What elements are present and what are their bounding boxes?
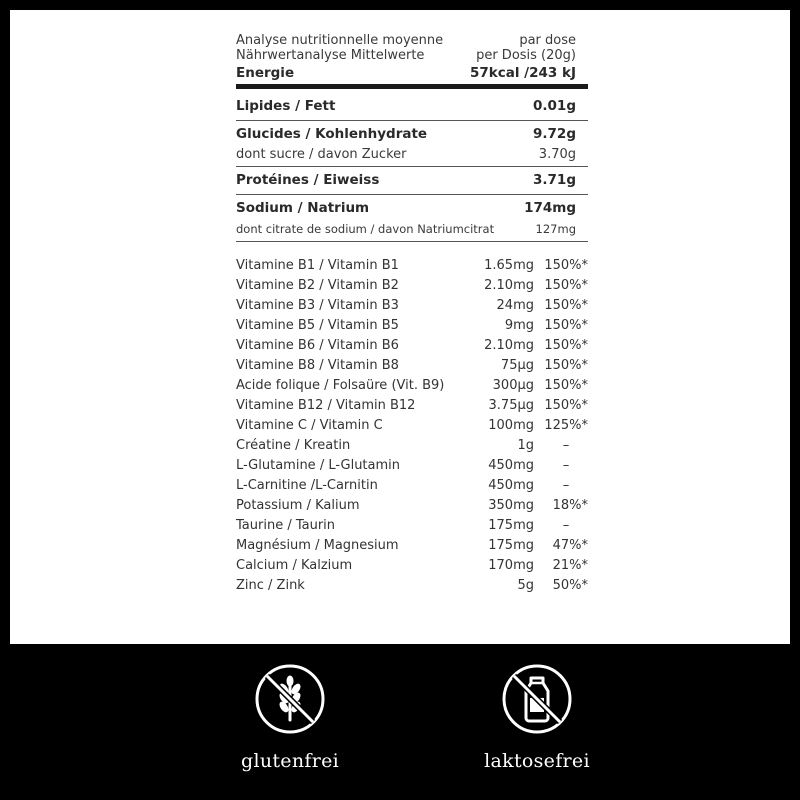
vitamin-amount: 1g bbox=[517, 438, 534, 453]
no-milk-icon bbox=[500, 662, 574, 736]
vitamin-percent: 18%* bbox=[552, 498, 588, 513]
vitamin-amount: 3.75µg bbox=[488, 398, 534, 413]
vitamin-name: Calcium / Kalzium bbox=[236, 558, 353, 573]
glucides-label: Glucides / Kohlenhydrate bbox=[236, 126, 428, 142]
lipides-row bbox=[236, 95, 588, 117]
vitamin-row bbox=[236, 296, 588, 316]
vitamin-amount: 350mg bbox=[488, 498, 534, 513]
energy-row bbox=[236, 64, 588, 82]
vitamin-row bbox=[236, 436, 588, 456]
vitamin-percent: – bbox=[562, 438, 570, 453]
vitamin-percent: 150%* bbox=[544, 278, 588, 293]
vitamin-amount: 175mg bbox=[488, 538, 534, 553]
sucre-value: 3.70g bbox=[538, 146, 576, 162]
glucides-group bbox=[236, 121, 588, 166]
vitamin-name: Vitamine B6 / Vitamin B6 bbox=[236, 338, 399, 353]
vitamin-row bbox=[236, 476, 588, 496]
sucre-row bbox=[236, 145, 588, 163]
vitamin-amount: 450mg bbox=[488, 478, 534, 493]
vitamin-name: Vitamine B8 / Vitamin B8 bbox=[236, 358, 399, 373]
vitamin-name: Taurine / Taurin bbox=[236, 518, 336, 533]
natriumcitrat-row bbox=[236, 219, 588, 238]
vitamin-amount: 170mg bbox=[488, 558, 534, 573]
sodium-label: Sodium / Natrium bbox=[236, 200, 370, 216]
table-header bbox=[236, 33, 588, 63]
vitamin-amount: 1.65mg bbox=[484, 258, 534, 273]
vitamin-amount: 300µg bbox=[492, 378, 534, 393]
vitamin-row bbox=[236, 316, 588, 336]
proteines-label: Protéines / Eiweiss bbox=[236, 172, 380, 188]
vitamin-row bbox=[236, 556, 588, 576]
header-per-dosis: per Dosis (20g) bbox=[476, 48, 576, 63]
glucides-value: 9.72g bbox=[533, 126, 576, 142]
vitamin-amount: 5g bbox=[517, 578, 534, 593]
vitamin-amount: 24mg bbox=[496, 298, 534, 313]
divider bbox=[236, 241, 588, 242]
vitamin-row bbox=[236, 536, 588, 556]
vitamin-row bbox=[236, 396, 588, 416]
vitamin-row bbox=[236, 516, 588, 536]
sodium-group bbox=[236, 195, 588, 241]
proteines-value: 3.71g bbox=[533, 172, 576, 188]
vitamin-percent: 150%* bbox=[544, 338, 588, 353]
nutrition-label bbox=[236, 33, 588, 596]
vitamin-percent: – bbox=[562, 478, 570, 493]
vitamin-amount: 75µg bbox=[500, 358, 534, 373]
vitamin-name: L-Carnitine /L-Carnitin bbox=[236, 478, 378, 493]
gluten-free-caption: glutenfrei bbox=[240, 750, 340, 772]
proteines-row bbox=[236, 169, 588, 191]
sucre-label: dont sucre / davon Zucker bbox=[236, 146, 407, 162]
no-wheat-icon bbox=[253, 662, 327, 736]
vitamin-amount: 2.10mg bbox=[484, 278, 534, 293]
vitamin-amount: 450mg bbox=[488, 458, 534, 473]
header-right bbox=[476, 33, 588, 63]
vitamin-row bbox=[236, 416, 588, 436]
vitamin-row bbox=[236, 336, 588, 356]
header-title-de: Nährwertanalyse Mittelwerte bbox=[236, 48, 425, 63]
gluten-free-badge bbox=[220, 662, 360, 772]
vitamin-row bbox=[236, 356, 588, 376]
vitamin-percent: 150%* bbox=[544, 358, 588, 373]
vitamin-percent: – bbox=[562, 518, 570, 533]
vitamin-name: Créatine / Kreatin bbox=[236, 438, 351, 453]
vitamin-percent: 125%* bbox=[544, 418, 588, 433]
energy-value: 57kcal /243 kJ bbox=[469, 65, 576, 81]
vitamin-row bbox=[236, 456, 588, 476]
vitamin-percent: 150%* bbox=[544, 298, 588, 313]
vitamin-percent: 50%* bbox=[552, 578, 588, 593]
lactose-free-caption: laktosefrei bbox=[484, 750, 590, 772]
vitamin-percent: 150%* bbox=[544, 398, 588, 413]
natriumcitrat-label: dont citrate de sodium / davon Natriumcitrat bbox=[236, 221, 495, 236]
sodium-row bbox=[236, 197, 588, 219]
lipides-group bbox=[236, 93, 588, 120]
lactose-free-badge bbox=[467, 662, 607, 772]
header-left bbox=[236, 33, 443, 63]
vitamin-percent: 150%* bbox=[544, 318, 588, 333]
vitamin-row bbox=[236, 256, 588, 276]
vitamin-percent: 47%* bbox=[552, 538, 588, 553]
vitamin-percent: 150%* bbox=[544, 378, 588, 393]
vitamin-row bbox=[236, 376, 588, 396]
vitamin-row bbox=[236, 576, 588, 596]
vitamin-table bbox=[236, 256, 588, 596]
vitamin-name: Vitamine B3 / Vitamin B3 bbox=[236, 298, 399, 313]
vitamin-row bbox=[236, 496, 588, 516]
vitamin-amount: 2.10mg bbox=[484, 338, 534, 353]
header-per-dose: par dose bbox=[519, 33, 576, 48]
lipides-value: 0.01g bbox=[533, 98, 576, 114]
lipides-label: Lipides / Fett bbox=[236, 98, 336, 114]
vitamin-name: Zinc / Zink bbox=[236, 578, 305, 593]
vitamin-amount: 9mg bbox=[504, 318, 534, 333]
glucides-row bbox=[236, 123, 588, 145]
vitamin-percent: – bbox=[562, 458, 570, 473]
thick-divider bbox=[236, 84, 588, 89]
vitamin-name: Acide folique / Folsaüre (Vit. B9) bbox=[236, 378, 445, 393]
sodium-value: 174mg bbox=[524, 200, 576, 216]
vitamin-percent: 21%* bbox=[552, 558, 588, 573]
vitamin-name: Vitamine B5 / Vitamin B5 bbox=[236, 318, 399, 333]
energy-label: Energie bbox=[236, 65, 295, 81]
vitamin-amount: 175mg bbox=[488, 518, 534, 533]
natriumcitrat-value: 127mg bbox=[535, 221, 576, 236]
vitamin-name: Vitamine B12 / Vitamin B12 bbox=[236, 398, 416, 413]
vitamin-name: Magnésium / Magnesium bbox=[236, 538, 399, 553]
vitamin-name: L-Glutamine / L-Glutamin bbox=[236, 458, 401, 473]
vitamin-name: Vitamine C / Vitamin C bbox=[236, 418, 383, 433]
vitamin-percent: 150%* bbox=[544, 258, 588, 273]
vitamin-name: Vitamine B1 / Vitamin B1 bbox=[236, 258, 399, 273]
vitamin-row bbox=[236, 276, 588, 296]
proteines-group bbox=[236, 167, 588, 194]
header-title-fr: Analyse nutritionnelle moyenne bbox=[236, 33, 444, 48]
vitamin-amount: 100mg bbox=[488, 418, 534, 433]
vitamin-name: Vitamine B2 / Vitamin B2 bbox=[236, 278, 399, 293]
vitamin-name: Potassium / Kalium bbox=[236, 498, 360, 513]
